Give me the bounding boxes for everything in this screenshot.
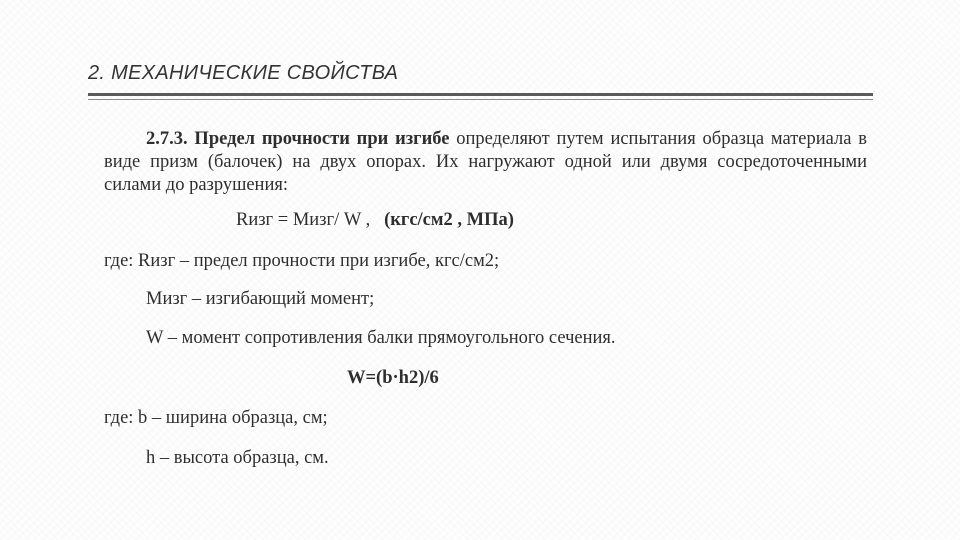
where-r-definition: где: Rизг – предел прочности при изгибе, кгс/см2; (104, 251, 500, 271)
title-underline-thick (88, 93, 873, 96)
definition-text: определяют путем испытания образца материала в виде призм (балочек) на двух опорах. Их нагружают одной или двумя сосредоточенными силами до разрушения: (104, 129, 868, 195)
title-underline-thin (88, 99, 873, 100)
height-definition: h – высота образца, см. (146, 448, 329, 468)
formula-units: (кгс/см2 , МПа) (384, 210, 514, 230)
bending-strength-formula (236, 209, 514, 232)
section-modulus-formula: W=(b·h2)/6 (347, 368, 439, 388)
definition-paragraph (104, 128, 867, 197)
moment-definition: Мизг – изгибающий момент; (146, 289, 375, 309)
definition-term: 2.7.3. Предел прочности при изгибе (146, 129, 450, 149)
width-definition: где: b – ширина образца, см; (104, 408, 328, 428)
section-modulus-definition: W – момент сопротивления балки прямоугольного сечения. (146, 328, 616, 348)
formula-expression: Rизг = Мизг/ W , (236, 210, 371, 230)
slide-title: 2. МЕХАНИЧЕСКИЕ СВОЙСТВА (88, 62, 399, 84)
